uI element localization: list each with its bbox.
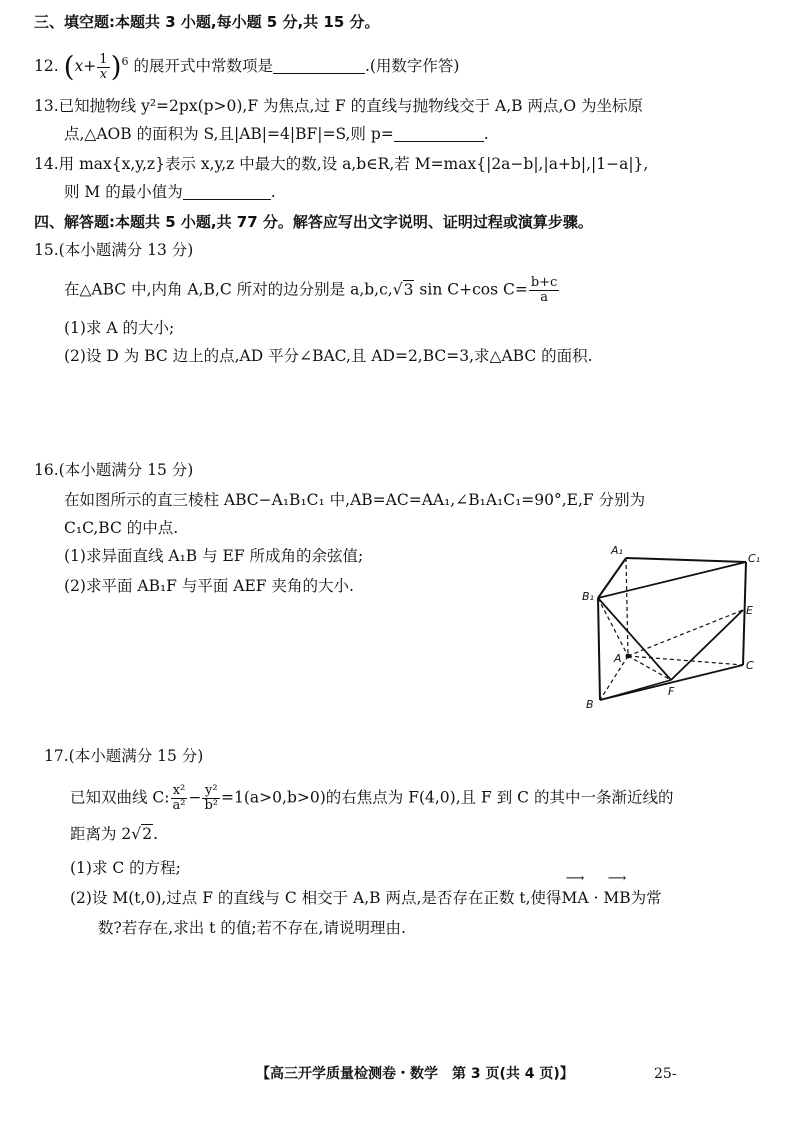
q12-note: .(用数字作答): [364, 57, 460, 76]
q16-stem-line2: C₁C,BC 的中点.: [64, 519, 179, 537]
q14-number: 14.: [34, 155, 59, 173]
q15-stem-a: 在△ABC 中,内角 A,B,C 所对的边分别是 a,b,c,: [64, 280, 393, 299]
q17-part2-b: 为常: [630, 889, 662, 907]
label-a1: A₁: [611, 544, 623, 557]
section4-heading: 四、解答题:本题共 5 小题,共 77 分。解答应写出文字说明、证明过程或演算步骤。: [34, 213, 593, 231]
edge-b1-b: [598, 598, 600, 700]
edge-a-e: [628, 610, 743, 656]
q17-frac-x: $\frac{\text{x²}}{\text{a²}}$: [172, 783, 186, 813]
edge-b1-f: [598, 598, 671, 680]
q15-part1: (1)求 A 的大小;: [64, 319, 175, 337]
edge-a-c: [628, 656, 743, 665]
q13-number: 13.: [34, 97, 59, 115]
q13-line2: 点,△AOB 的面积为 S,且|AB|=4|BF|=S,则 p=: [64, 125, 394, 143]
label-c1: C₁: [748, 552, 761, 565]
footer-code: 25-: [654, 1066, 677, 1082]
edge-a1-c1: [626, 558, 746, 562]
label-b1: B₁: [582, 590, 594, 603]
question-13-line2: [64, 122, 489, 146]
q13-line1: 已知抛物线 y²=2px(p>0),F 为焦点,过 F 的直线与抛物线交于 A,B 两点,O 为坐标原: [58, 97, 644, 115]
q12-number: 12.: [34, 57, 59, 76]
edge-a-f: [628, 656, 671, 680]
q14-line1: 用 max{x,y,z}表示 x,y,z 中最大的数,设 a,b∈R,若 M=max{|2a−b|,|a+b|,|1−a|},: [58, 155, 649, 173]
q14-line2: 则 M 的最小值为: [64, 183, 183, 201]
q15-score: (本小题满分 13 分): [58, 241, 194, 259]
q17-part2-line1: [70, 886, 662, 910]
edge-a1-a: [626, 558, 628, 656]
q17-frac-y: $\frac{\text{y²}}{\text{b²}}$: [204, 783, 219, 813]
q17-stem-suffix: =1(a>0,b>0)的右焦点为 F(4,0),且 F 到 C 的其中一条渐近线的: [221, 788, 674, 807]
label-e: E: [746, 604, 753, 617]
q16-stem-line1: 在如图所示的直三棱柱 ABC−A₁B₁C₁ 中,AB=AC=AA₁,∠B₁A₁C₁=90°,E,F 分别为: [64, 491, 646, 509]
label-a: A: [614, 652, 622, 665]
label-c: C: [746, 659, 754, 672]
prism-figure: [578, 540, 768, 715]
q17-stem-line1: 已知双曲线 C: $\frac{\text{x²}}{\text{a²}}$ − $\frac{\text{y²}}{\text{b²}}$ =1(a>0,b>0)的右焦点为 F(4,0),且 F 到 C 的其中一条渐近线的: [70, 783, 674, 813]
question-15-stem: [64, 276, 560, 305]
q17-part2-a: (2)设 M(t,0),过点 F 的直线与 C 相交于 A,B 两点,是否存在正数 t,使得: [70, 889, 562, 907]
q17-score: (本小题满分 15 分): [68, 747, 204, 765]
question-17-header: [44, 744, 203, 768]
q17-number: 17.: [44, 747, 69, 765]
vector-mb: ⟶ MB: [603, 886, 630, 910]
label-b: B: [586, 698, 594, 711]
edge-f-e: [671, 610, 743, 680]
q17-sqrt: 2: [142, 825, 153, 843]
q15-number: 15.: [34, 241, 59, 259]
q16-number: 16.: [34, 461, 59, 479]
q16-part2: (2)求平面 AB₁F 与平面 AEF 夹角的大小.: [64, 577, 354, 595]
q17-stem2-suffix: .: [153, 825, 158, 843]
point-a: [626, 654, 631, 659]
question-12: [34, 50, 459, 82]
q17-part1: (1)求 C 的方程;: [70, 859, 181, 877]
q12-answer-blank[interactable]: [273, 55, 365, 74]
question-16-header: [34, 458, 193, 482]
q17-part2-line2: 数?若存在,求出 t 的值;若不存在,请说明理由.: [98, 919, 406, 937]
q15-part2: (2)设 D 为 BC 边上的点,AD 平分∠BAC,且 AD=2,BC=3,求△ABC 的面积.: [64, 347, 593, 365]
q16-part1: (1)求异面直线 A₁B 与 EF 所成角的余弦值;: [64, 547, 364, 565]
question-13-line1: [34, 94, 643, 118]
q12-expression: (x+ $\frac{1}{x}$ )$^6$: [63, 50, 129, 84]
q14-suffix: .: [270, 183, 276, 201]
edge-b-f: [600, 680, 671, 700]
q12-text: 的展开式中常数项是: [133, 57, 273, 76]
label-f: F: [668, 685, 675, 698]
footer-title: 【高三开学质量检测卷・数学 第 3 页(共 4 页)】: [256, 1066, 574, 1082]
dot-operator: ·: [588, 889, 604, 907]
q13-answer-blank[interactable]: [394, 123, 484, 142]
q14-answer-blank[interactable]: [183, 181, 271, 200]
question-15-header: [34, 238, 193, 262]
q16-score: (本小题满分 15 分): [58, 461, 194, 479]
q17-stem-prefix: 已知双曲线 C:: [70, 788, 170, 807]
question-14-line2: [64, 180, 276, 204]
q15-stem-b: sin C+cos C=: [419, 280, 528, 299]
sqrt-3: √3: [392, 280, 414, 299]
q13-suffix: .: [483, 125, 489, 143]
q17-stem2-prefix: 距离为 2: [70, 825, 132, 843]
section3-heading: 三、填空题:本题共 3 小题,每小题 5 分,共 15 分。: [34, 13, 380, 31]
q17-stem-line2: 距离为 2√2.: [70, 825, 158, 843]
vector-ma: ⟶ MA: [562, 886, 589, 910]
question-14-line1: [34, 152, 648, 176]
q15-fraction: $\frac{b+c}{a}$: [530, 275, 558, 305]
